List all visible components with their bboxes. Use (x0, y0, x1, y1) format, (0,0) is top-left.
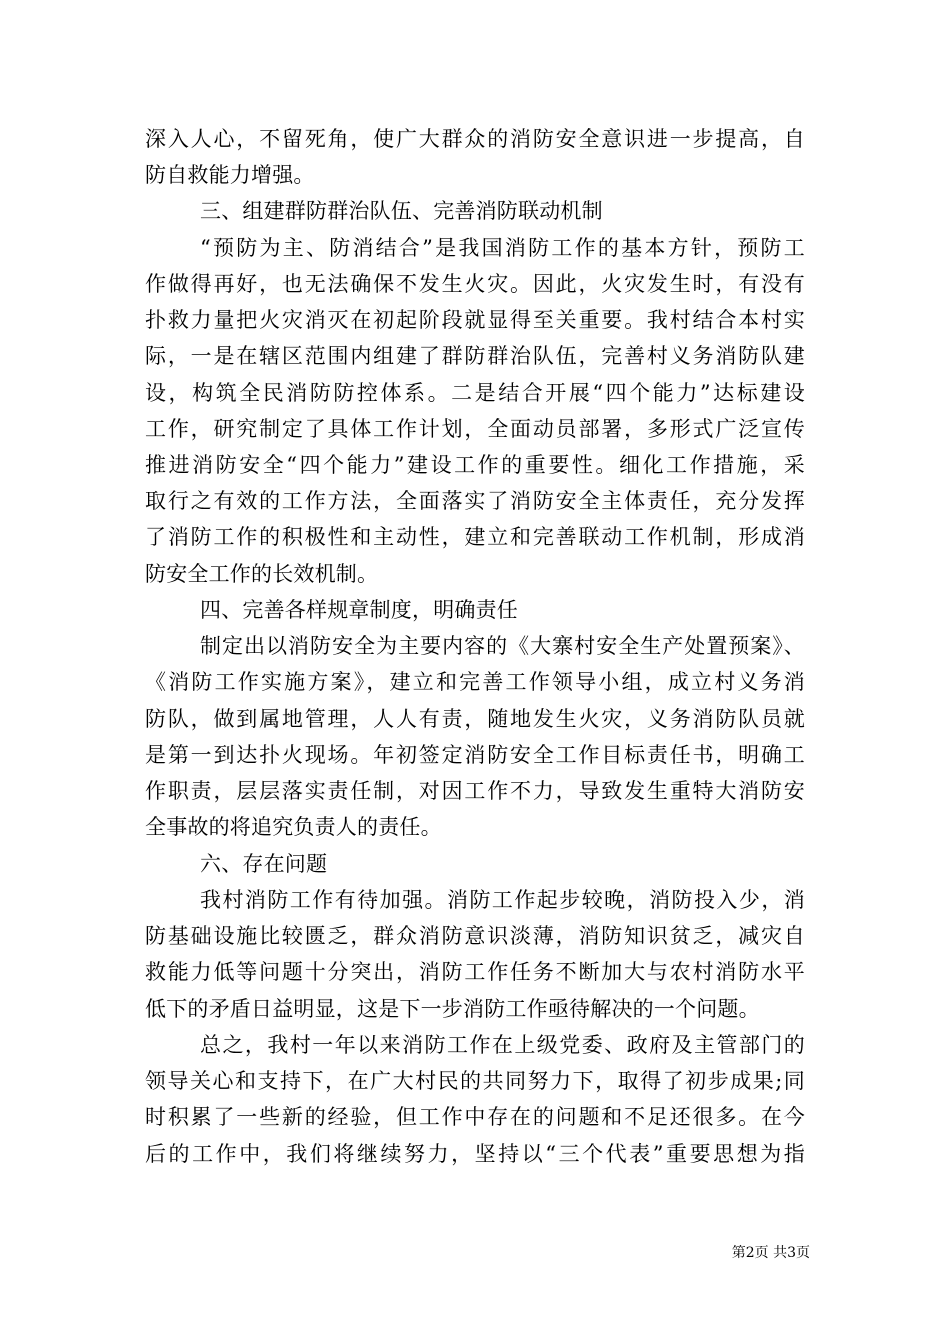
body-line: 时积累了一些新的经验，但工作中存在的问题和不足还很多。在今 (145, 1105, 805, 1129)
body-line: 防队，做到属地管理，人人有责，随地发生火灾，义务消防队员就 (145, 707, 805, 731)
page-number: 第2页 共3页 (731, 1245, 810, 1261)
body-line: 低下的矛盾日益明显，这是下一步消防工作亟待解决的一个问题。 (145, 997, 760, 1021)
body-line: 《消防工作实施方案》，建立和完善工作领导小组，成立村义务消 (145, 670, 805, 694)
body-line: 制定出以消防安全为主要内容的《大寨村安全生产处置预案》、 (200, 634, 805, 658)
body-line: 取行之有效的工作方法，全面落实了消防安全主体责任，充分发挥 (145, 489, 805, 513)
body-line: 了消防工作的积极性和主动性，建立和完善联动工作机制，形成消 (145, 525, 805, 549)
body-line: 全事故的将追究负责人的责任。 (145, 815, 442, 839)
body-line: 是第一到达扑火现场。年初签定消防安全工作目标责任书，明确工 (145, 743, 805, 767)
body-line: 工作，研究制定了具体工作计划，全面动员部署，多形式广泛宣传 (145, 417, 805, 441)
body-line: 深入人心，不留死角，使广大群众的消防安全意识进一步提高，自 (145, 127, 805, 151)
body-line: 领导关心和支持下，在广大村民的共同努力下，取得了初步成果;同 (145, 1069, 805, 1093)
body-line: 设，构筑全民消防防控体系。二是结合开展“四个能力”达标建设 (145, 381, 805, 405)
body-line: 防基础设施比较匮乏，群众消防意识淡薄，消防知识贫乏，减灾自 (145, 924, 805, 948)
body-line: 际，一是在辖区范围内组建了群防群治队伍，完善村义务消防队建 (145, 344, 805, 368)
body-line: 总之，我村一年以来消防工作在上级党委、政府及主管部门的 (200, 1033, 805, 1057)
body-line: 作做得再好，也无法确保不发生火灾。因此，火灾发生时，有没有 (145, 272, 805, 296)
section-heading: 三、组建群防群治队伍、完善消防联动机制 (200, 199, 603, 223)
body-line: 防自救能力增强。 (145, 163, 315, 187)
body-line: 扑救力量把火灾消灭在初起阶段就显得至关重要。我村结合本村实 (145, 308, 805, 332)
body-line: “预防为主、防消结合”是我国消防工作的基本方针，预防工 (200, 236, 805, 260)
body-line: 推进消防安全“四个能力”建设工作的重要性。细化工作措施，采 (145, 453, 805, 477)
body-line: 后的工作中，我们将继续努力，坚持以“三个代表”重要思想为指 (145, 1142, 805, 1166)
body-line: 救能力低等问题十分突出，消防工作任务不断加大与农村消防水平 (145, 960, 805, 984)
section-heading: 六、存在问题 (200, 852, 328, 876)
body-line: 我村消防工作有待加强。消防工作起步较晚，消防投入少，消 (200, 888, 805, 912)
body-line: 作职责，层层落实责任制，对因工作不力，导致发生重特大消防安 (145, 779, 805, 803)
section-heading: 四、完善各样规章制度，明确责任 (200, 598, 518, 622)
body-line: 防安全工作的长效机制。 (145, 562, 379, 586)
